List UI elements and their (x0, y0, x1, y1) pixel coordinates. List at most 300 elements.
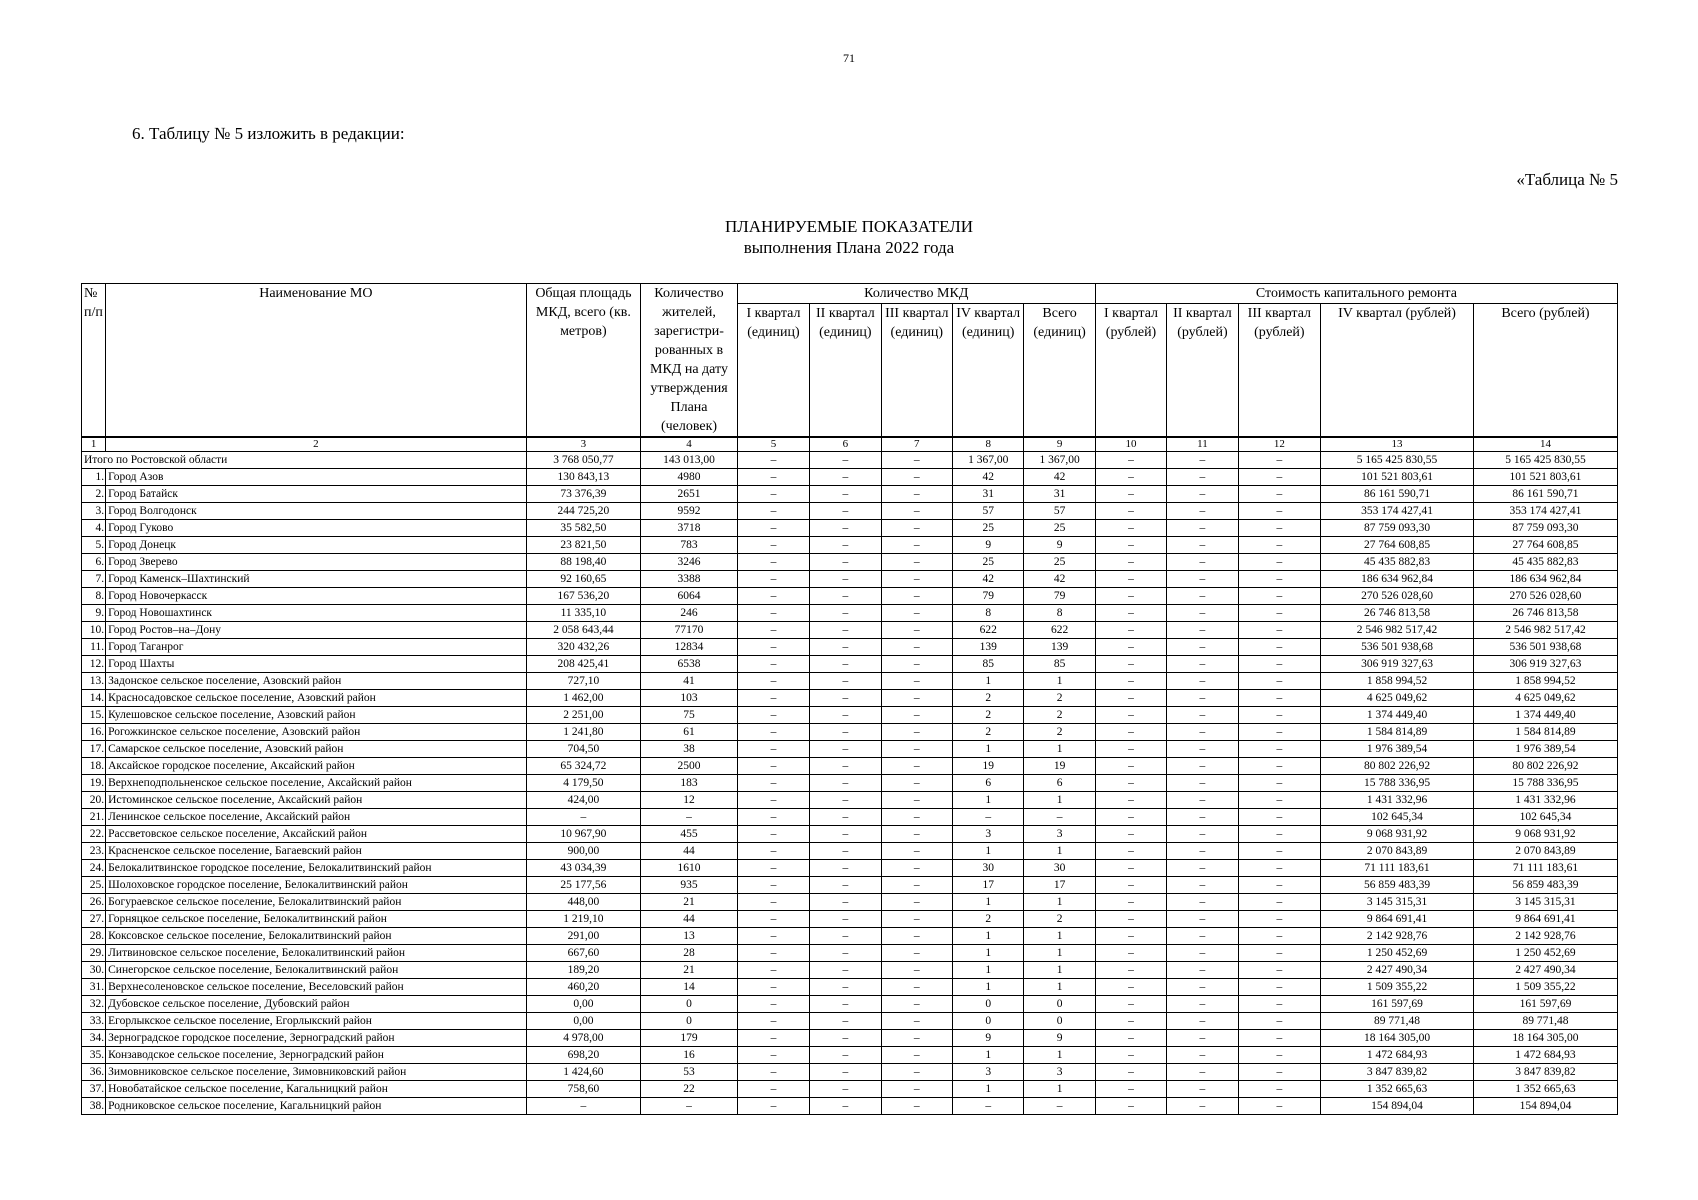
table-cell: – (881, 1047, 952, 1064)
table-cell: 1 (952, 979, 1023, 996)
table-cell: – (1167, 894, 1238, 911)
indicators-table (81, 283, 1618, 1115)
header-name: Наименование МО (106, 284, 526, 438)
row-name: Аксайское городское поселение, Аксайский район (106, 758, 526, 775)
table-cell: – (737, 945, 809, 962)
row-name: Город Волгодонск (106, 503, 526, 520)
table-cell: 71 111 183,61 (1321, 860, 1474, 877)
table-row (82, 656, 1618, 673)
table-cell: – (881, 996, 952, 1013)
table-cell: – (737, 1030, 809, 1047)
table-cell: – (1238, 860, 1320, 877)
table-cell: – (810, 843, 881, 860)
table-cell: – (1238, 656, 1320, 673)
table-cell: 139 (1024, 639, 1095, 656)
table-cell: 1 (1024, 843, 1095, 860)
table-row (82, 996, 1618, 1013)
table-cell: 1 (952, 928, 1023, 945)
table-cell: 23 821,50 (526, 537, 641, 554)
table-cell: 102 645,34 (1473, 809, 1617, 826)
row-number: 5. (82, 537, 106, 554)
table-cell: – (881, 673, 952, 690)
header-total-rub: Всего (рублей) (1473, 304, 1617, 438)
table-cell: – (1238, 588, 1320, 605)
table-cell: 1 (952, 792, 1023, 809)
row-number: 3. (82, 503, 106, 520)
table-cell: 1 374 449,40 (1473, 707, 1617, 724)
table-cell: 4 625 049,62 (1473, 690, 1617, 707)
table-cell: – (1095, 588, 1166, 605)
header-q4-units: IV квартал (единиц) (952, 304, 1023, 438)
row-name: Рассветовское сельское поселение, Аксайский район (106, 826, 526, 843)
table-cell: 18 164 305,00 (1321, 1030, 1474, 1047)
table-row (82, 690, 1618, 707)
table-row (82, 571, 1618, 588)
table-cell: – (881, 707, 952, 724)
table-cell: 41 (641, 673, 738, 690)
table-cell: – (881, 588, 952, 605)
table-cell: 1610 (641, 860, 738, 877)
table-row (82, 469, 1618, 486)
table-cell: 25 (952, 554, 1023, 571)
table-cell: – (810, 571, 881, 588)
table-cell: – (1095, 622, 1166, 639)
table-cell: 186 634 962,84 (1473, 571, 1617, 588)
table-cell: – (1238, 775, 1320, 792)
table-cell: 1 (1024, 1047, 1095, 1064)
row-name: Белокалитвинское городское поселение, Белокалитвинский район (106, 860, 526, 877)
row-name: Красносадовское сельское поселение, Азовский район (106, 690, 526, 707)
table-cell: – (737, 571, 809, 588)
table-cell: 19 (952, 758, 1023, 775)
table-cell: 2 546 982 517,42 (1473, 622, 1617, 639)
table-cell: 2 070 843,89 (1473, 843, 1617, 860)
table-cell: – (1167, 911, 1238, 928)
total-cell: – (810, 452, 881, 469)
table-cell: – (1095, 707, 1166, 724)
row-name: Рогожкинское сельское поселение, Азовский район (106, 724, 526, 741)
table-row (82, 741, 1618, 758)
table-cell: – (1238, 809, 1320, 826)
table-row (82, 979, 1618, 996)
table-cell: 130 843,13 (526, 469, 641, 486)
table-cell: – (641, 1098, 738, 1115)
row-number: 26. (82, 894, 106, 911)
table-cell: – (881, 605, 952, 622)
table-cell: 1 (952, 894, 1023, 911)
table-row (82, 1013, 1618, 1030)
row-number: 6. (82, 554, 106, 571)
table-cell: – (1095, 1013, 1166, 1030)
table-cell: – (881, 962, 952, 979)
row-name: Город Ростов–на–Дону (106, 622, 526, 639)
table-cell: – (1095, 537, 1166, 554)
row-number: 20. (82, 792, 106, 809)
table-cell: – (1238, 1013, 1320, 1030)
table-cell: 1 (952, 962, 1023, 979)
table-cell: 1 (1024, 945, 1095, 962)
table-cell: 0 (1024, 1013, 1095, 1030)
table-cell: – (737, 622, 809, 639)
table-row (82, 1064, 1618, 1081)
table-cell: – (810, 707, 881, 724)
table-cell: 42 (952, 469, 1023, 486)
table-cell: 270 526 028,60 (1473, 588, 1617, 605)
table-cell: 935 (641, 877, 738, 894)
header-residents: Количество жителей, зарегистри- рованных в МКД на дату утверждения Плана (человек) (641, 284, 738, 438)
table-cell: 1 241,80 (526, 724, 641, 741)
table-cell: 31 (1024, 486, 1095, 503)
table-cell: – (1167, 775, 1238, 792)
table-cell: 2 (952, 707, 1023, 724)
row-number: 31. (82, 979, 106, 996)
table-cell: – (881, 741, 952, 758)
row-number: 35. (82, 1047, 106, 1064)
table-cell: 15 788 336,95 (1321, 775, 1474, 792)
table-cell: – (737, 537, 809, 554)
table-cell: – (1238, 894, 1320, 911)
row-number: 29. (82, 945, 106, 962)
table-cell: – (1167, 741, 1238, 758)
table-cell: – (881, 775, 952, 792)
table-cell: – (810, 1013, 881, 1030)
table-cell: 246 (641, 605, 738, 622)
table-cell: 44 (641, 911, 738, 928)
table-cell: 2 (952, 911, 1023, 928)
table-cell: 43 034,39 (526, 860, 641, 877)
table-cell: 3388 (641, 571, 738, 588)
table-row (82, 503, 1618, 520)
table-cell: 2 142 928,76 (1473, 928, 1617, 945)
row-name: Верхнесоленовское сельское поселение, Веселовский район (106, 979, 526, 996)
table-cell: 80 802 226,92 (1473, 758, 1617, 775)
table-cell: – (881, 792, 952, 809)
table-cell: – (1167, 996, 1238, 1013)
column-number-12: 12 (1238, 437, 1320, 452)
table-cell: 21 (641, 962, 738, 979)
table-cell: – (881, 1013, 952, 1030)
table-cell: – (810, 945, 881, 962)
table-cell: 1 472 684,93 (1321, 1047, 1474, 1064)
row-number: 34. (82, 1030, 106, 1047)
header-no: № п/п (82, 284, 106, 438)
table-cell: – (1095, 877, 1166, 894)
total-row (82, 452, 1618, 469)
table-cell: 31 (952, 486, 1023, 503)
table-cell: – (737, 775, 809, 792)
table-cell: – (881, 860, 952, 877)
table-cell: 45 435 882,83 (1473, 554, 1617, 571)
row-number: 17. (82, 741, 106, 758)
row-name: Конзаводское сельское поселение, Зерноградский район (106, 1047, 526, 1064)
table-cell: 80 802 226,92 (1321, 758, 1474, 775)
table-row (82, 588, 1618, 605)
table-cell: – (810, 537, 881, 554)
header-cost-group: Стоимость капитального ремонта (1095, 284, 1617, 304)
row-name: Город Новошахтинск (106, 605, 526, 622)
total-cell: 1 367,00 (952, 452, 1023, 469)
table-cell: – (881, 622, 952, 639)
table-cell: 1 (952, 843, 1023, 860)
table-cell: 186 634 962,84 (1321, 571, 1474, 588)
table-cell: 2 (1024, 707, 1095, 724)
table-cell: – (737, 826, 809, 843)
table-cell: 424,00 (526, 792, 641, 809)
table-cell: – (1095, 945, 1166, 962)
table-cell: – (737, 673, 809, 690)
table-cell: 1 250 452,69 (1321, 945, 1474, 962)
table-cell: 0,00 (526, 996, 641, 1013)
row-name: Город Батайск (106, 486, 526, 503)
table-cell: – (1238, 571, 1320, 588)
table-cell: – (1238, 503, 1320, 520)
table-cell: – (526, 809, 641, 826)
table-cell: 3 847 839,82 (1473, 1064, 1617, 1081)
column-number-8: 8 (952, 437, 1023, 452)
table-cell: 0 (641, 1013, 738, 1030)
table-cell: 9 068 931,92 (1473, 826, 1617, 843)
table-cell: – (952, 1098, 1023, 1115)
table-cell: 9 (1024, 537, 1095, 554)
table-cell: – (737, 1047, 809, 1064)
table-cell: – (737, 1013, 809, 1030)
table-cell: 1 352 665,63 (1473, 1081, 1617, 1098)
table-cell: 86 161 590,71 (1321, 486, 1474, 503)
table-cell: – (810, 1047, 881, 1064)
table-cell: – (1095, 724, 1166, 741)
table-cell: – (1167, 962, 1238, 979)
table-row (82, 843, 1618, 860)
table-cell: 727,10 (526, 673, 641, 690)
total-cell: 1 367,00 (1024, 452, 1095, 469)
table-cell: – (881, 758, 952, 775)
table-cell: – (1238, 690, 1320, 707)
table-cell: – (810, 520, 881, 537)
table-cell: – (1167, 673, 1238, 690)
table-cell: – (1095, 1098, 1166, 1115)
column-number-13: 13 (1321, 437, 1474, 452)
table-cell: – (881, 520, 952, 537)
table-row (82, 639, 1618, 656)
table-cell: – (737, 860, 809, 877)
table-cell: 22 (641, 1081, 738, 1098)
row-name: Коксовское сельское поселение, Белокалитвинский район (106, 928, 526, 945)
header-q1-units: I квартал (единиц) (737, 304, 809, 438)
total-cell: – (1238, 452, 1320, 469)
table-cell: 2 058 643,44 (526, 622, 641, 639)
table-cell: 102 645,34 (1321, 809, 1474, 826)
row-name: Зерноградское городское поселение, Зерноградский район (106, 1030, 526, 1047)
table-cell: – (881, 894, 952, 911)
row-name: Самарское сельское поселение, Азовский район (106, 741, 526, 758)
table-cell: – (1238, 605, 1320, 622)
table-cell: 3 (1024, 1064, 1095, 1081)
table-cell: 1 (952, 1081, 1023, 1098)
header-q2-units: II квартал (единиц) (810, 304, 881, 438)
row-name: Красненское сельское поселение, Багаевский район (106, 843, 526, 860)
table-cell: – (1095, 486, 1166, 503)
table-cell: – (1167, 724, 1238, 741)
row-number: 28. (82, 928, 106, 945)
table-cell: – (1095, 860, 1166, 877)
table-cell: – (1238, 962, 1320, 979)
table-cell: 53 (641, 1064, 738, 1081)
table-cell: – (1095, 554, 1166, 571)
table-cell: – (737, 724, 809, 741)
table-cell: – (1167, 1064, 1238, 1081)
table-cell: – (1238, 537, 1320, 554)
table-cell: 26 746 813,58 (1321, 605, 1474, 622)
table-cell: 1 (1024, 792, 1095, 809)
header-mkd-group: Количество МКД (737, 284, 1095, 304)
table-cell: – (1167, 860, 1238, 877)
table-row (82, 894, 1618, 911)
table-cell: 79 (1024, 588, 1095, 605)
table-cell: 1 352 665,63 (1321, 1081, 1474, 1098)
table-cell: – (1238, 554, 1320, 571)
table-cell: – (737, 605, 809, 622)
table-cell: – (881, 877, 952, 894)
table-cell: – (810, 860, 881, 877)
table-row (82, 775, 1618, 792)
table-cell: 154 894,04 (1321, 1098, 1474, 1115)
table-cell: 73 376,39 (526, 486, 641, 503)
table-cell: 88 198,40 (526, 554, 641, 571)
row-name: Истоминское сельское поселение, Аксайский район (106, 792, 526, 809)
table-cell: 0 (641, 996, 738, 1013)
table-cell: 87 759 093,30 (1321, 520, 1474, 537)
table-cell: 1 858 994,52 (1321, 673, 1474, 690)
table-cell: – (881, 469, 952, 486)
table-cell: – (810, 656, 881, 673)
header-q3-units: III квартал (единиц) (881, 304, 952, 438)
table-cell: – (737, 792, 809, 809)
table-cell: 9 (1024, 1030, 1095, 1047)
table-cell: – (1095, 1047, 1166, 1064)
table-cell: – (1167, 1013, 1238, 1030)
table-cell: 57 (952, 503, 1023, 520)
row-name: Литвиновское сельское поселение, Белокалитвинский район (106, 945, 526, 962)
table-cell: 15 788 336,95 (1473, 775, 1617, 792)
table-cell: – (1167, 758, 1238, 775)
table-cell: – (810, 894, 881, 911)
table-cell: – (1024, 1098, 1095, 1115)
table-row (82, 826, 1618, 843)
table-cell: – (1238, 707, 1320, 724)
table-cell: 92 160,65 (526, 571, 641, 588)
table-row (82, 877, 1618, 894)
table-cell: 16 (641, 1047, 738, 1064)
table-cell: 9592 (641, 503, 738, 520)
table-cell: – (810, 554, 881, 571)
table-cell: – (881, 928, 952, 945)
table-cell: 1 509 355,22 (1473, 979, 1617, 996)
table-cell: – (1095, 911, 1166, 928)
row-number: 32. (82, 996, 106, 1013)
table-cell: – (1167, 1098, 1238, 1115)
table-cell: – (1238, 1030, 1320, 1047)
table-cell: 12 (641, 792, 738, 809)
table-cell: – (810, 1098, 881, 1115)
table-cell: 0 (952, 996, 1023, 1013)
table-cell: 9 (952, 537, 1023, 554)
table-cell: 25 (1024, 520, 1095, 537)
row-name: Зимовниковское сельское поселение, Зимовниковский район (106, 1064, 526, 1081)
table-cell: 28 (641, 945, 738, 962)
table-cell: 320 432,26 (526, 639, 641, 656)
table-cell: – (737, 877, 809, 894)
row-number: 2. (82, 486, 106, 503)
table-cell: 704,50 (526, 741, 641, 758)
column-number-9: 9 (1024, 437, 1095, 452)
table-cell: 86 161 590,71 (1473, 486, 1617, 503)
table-cell: – (1167, 588, 1238, 605)
row-number: 19. (82, 775, 106, 792)
table-cell: 208 425,41 (526, 656, 641, 673)
table-cell: 79 (952, 588, 1023, 605)
table-cell: – (881, 656, 952, 673)
table-cell: – (1167, 537, 1238, 554)
table-cell: 3 (952, 1064, 1023, 1081)
table-cell: – (881, 639, 952, 656)
table-cell: – (810, 775, 881, 792)
table-cell: 17 (1024, 877, 1095, 894)
title-line-1: ПЛАНИРУЕМЫЕ ПОКАЗАТЕЛИ (724, 217, 974, 236)
table-cell: 1 (1024, 894, 1095, 911)
row-number: 38. (82, 1098, 106, 1115)
table-cell: – (810, 486, 881, 503)
table-cell: – (810, 639, 881, 656)
column-number-5: 5 (737, 437, 809, 452)
table-cell: – (1238, 1047, 1320, 1064)
table-cell: 1 (952, 673, 1023, 690)
table-cell: – (1095, 690, 1166, 707)
table-cell: – (737, 1081, 809, 1098)
table-cell: 30 (1024, 860, 1095, 877)
table-cell: 622 (1024, 622, 1095, 639)
table-row (82, 707, 1618, 724)
table-cell: 1 472 684,93 (1473, 1047, 1617, 1064)
table-cell: 161 597,69 (1473, 996, 1617, 1013)
table-cell: 89 771,48 (1473, 1013, 1617, 1030)
table-cell: – (881, 554, 952, 571)
table-cell: 1 (1024, 979, 1095, 996)
table-cell: – (1167, 928, 1238, 945)
table-cell: 1 431 332,96 (1321, 792, 1474, 809)
row-number: 13. (82, 673, 106, 690)
row-name: Город Азов (106, 469, 526, 486)
table-cell: 3 847 839,82 (1321, 1064, 1474, 1081)
table-row (82, 911, 1618, 928)
table-cell: – (1167, 979, 1238, 996)
table-cell: – (881, 486, 952, 503)
row-number: 14. (82, 690, 106, 707)
table-cell: – (526, 1098, 641, 1115)
table-cell: 1 (1024, 741, 1095, 758)
table-cell: – (1095, 979, 1166, 996)
table-cell: 57 (1024, 503, 1095, 520)
row-name: Кулешовское сельское поселение, Азовский район (106, 707, 526, 724)
table-cell: – (1095, 996, 1166, 1013)
table-cell: 12834 (641, 639, 738, 656)
table-cell: – (1167, 469, 1238, 486)
table-cell: 87 759 093,30 (1473, 520, 1617, 537)
table-cell: – (737, 690, 809, 707)
table-cell: 1 424,60 (526, 1064, 641, 1081)
table-cell: 3 145 315,31 (1321, 894, 1474, 911)
table-cell: – (737, 554, 809, 571)
row-name: Город Новочеркасск (106, 588, 526, 605)
